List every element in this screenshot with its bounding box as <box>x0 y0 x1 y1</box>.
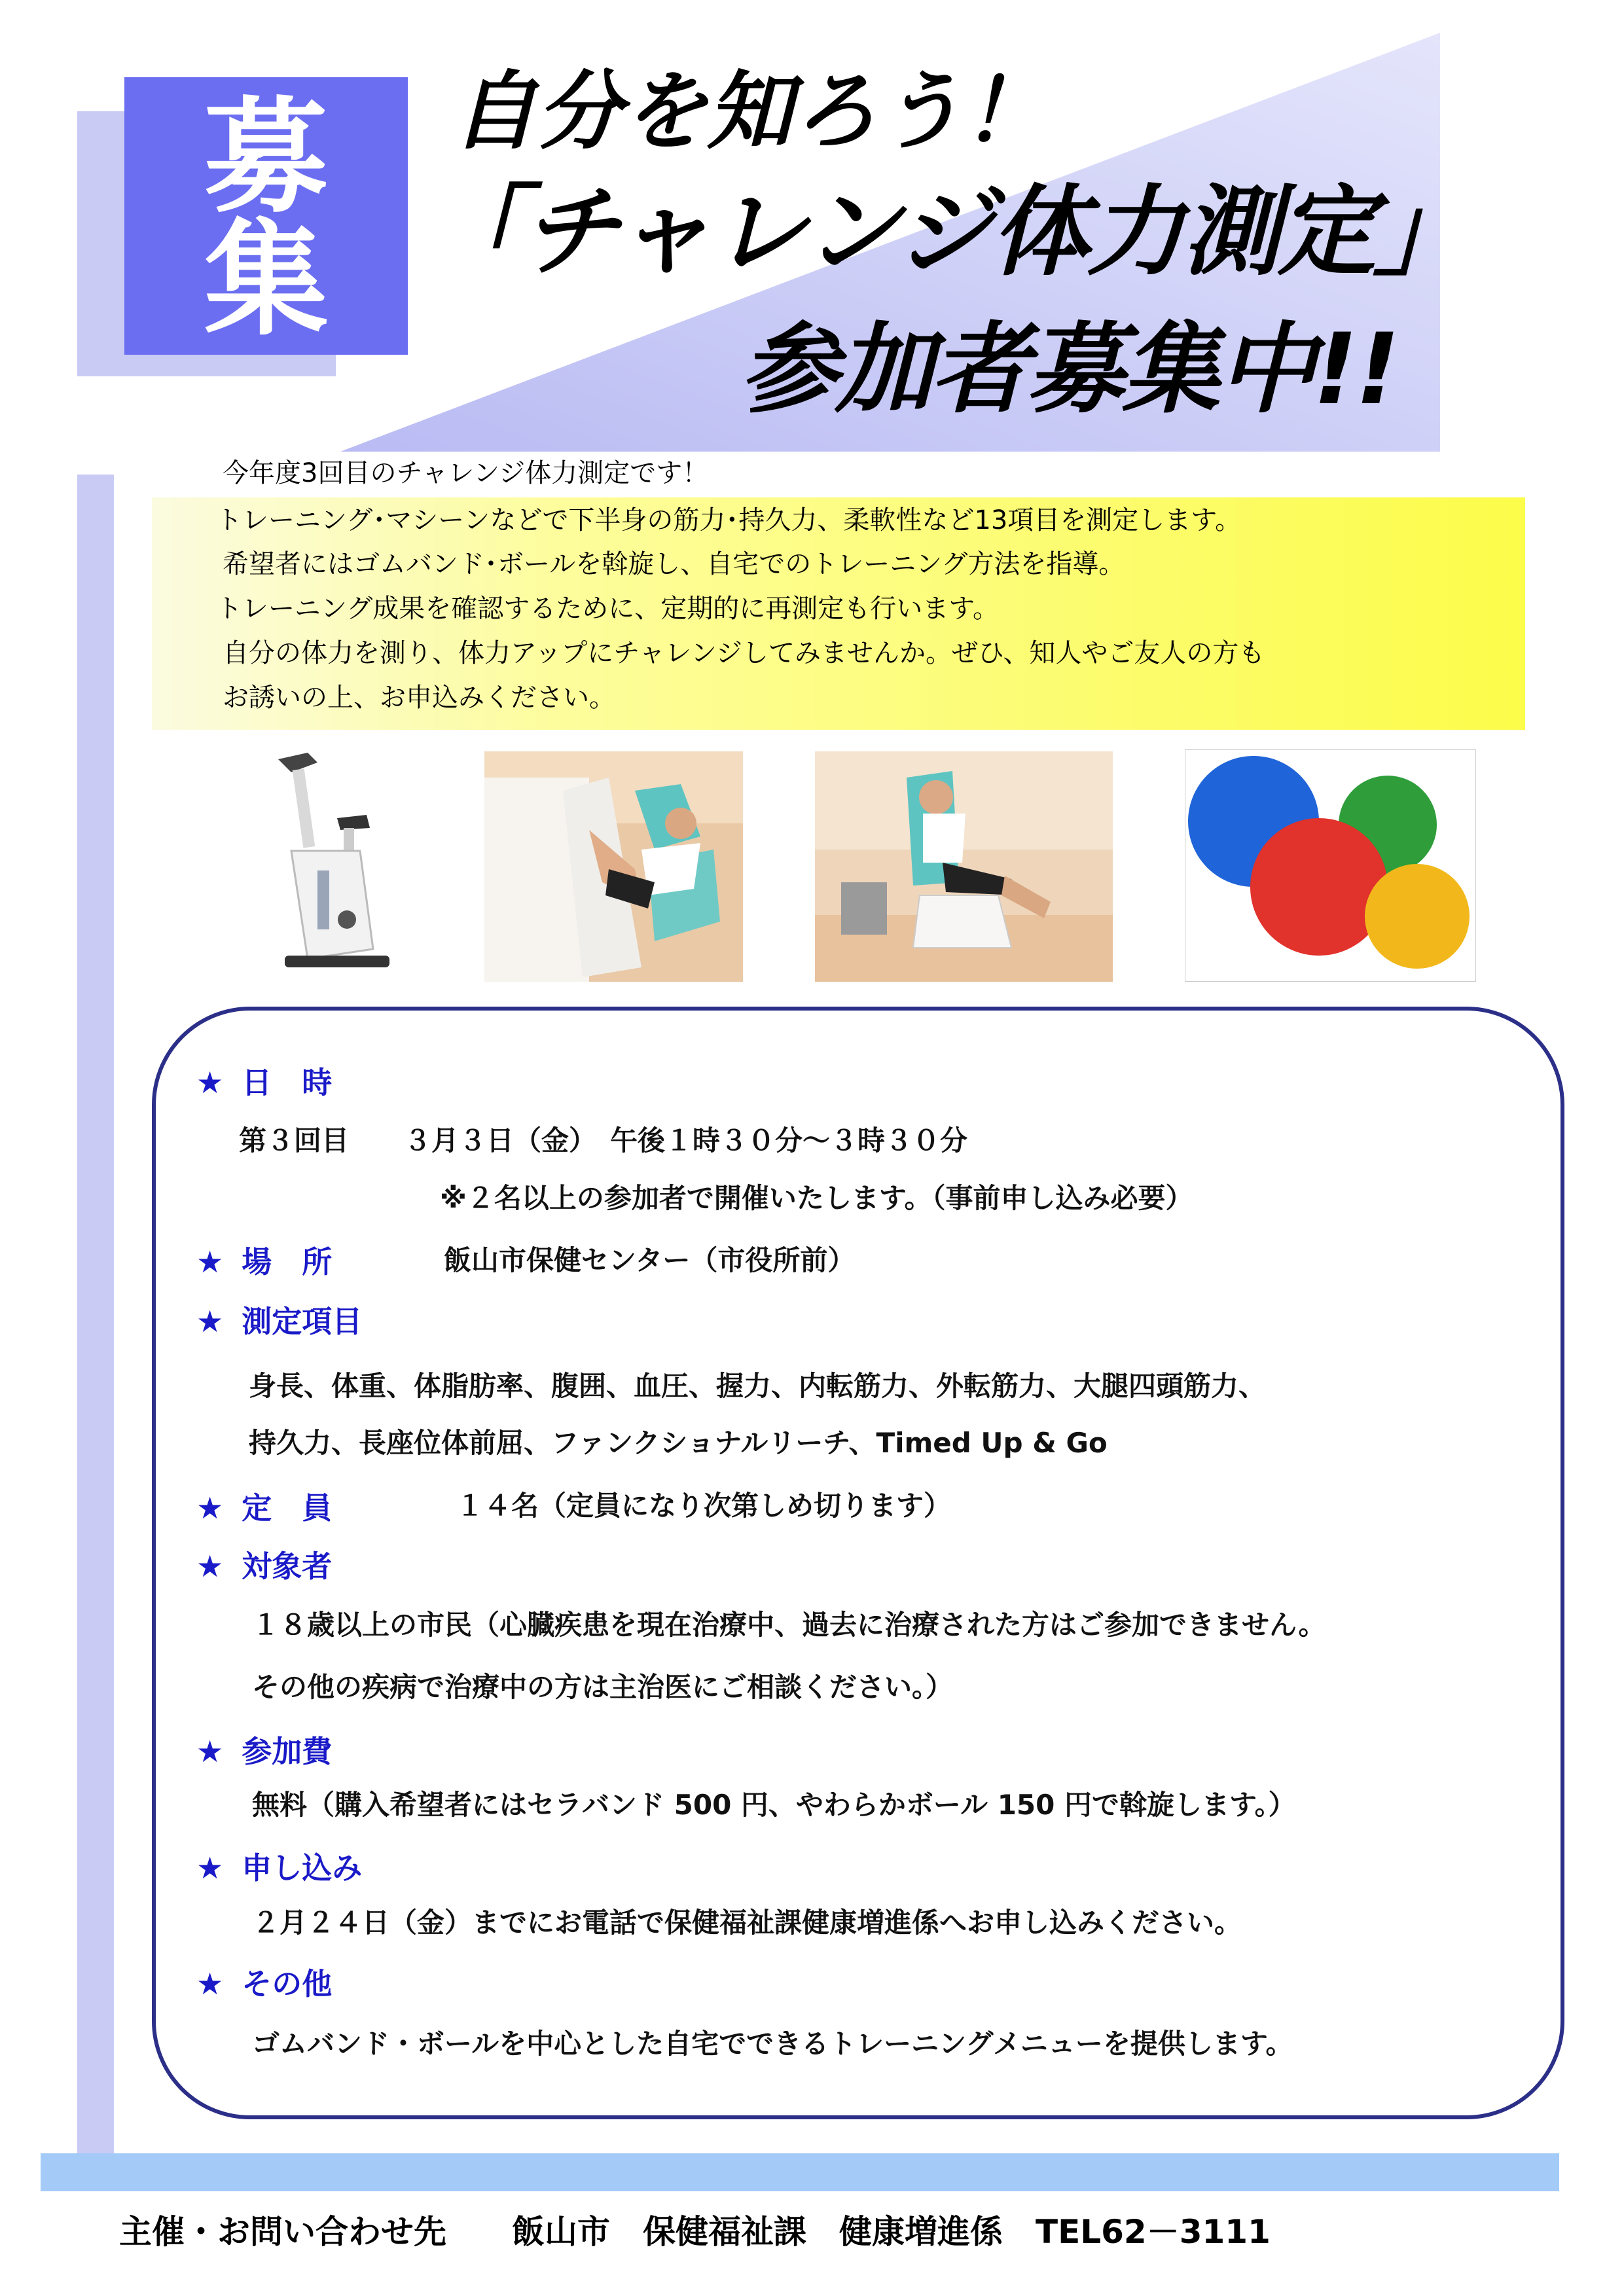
other-value: ゴムバンド・ボールを中心とした自宅でできるトレーニングメニューを提供します。 <box>252 2028 1293 2060</box>
items-heading <box>196 1298 362 1341</box>
capacity-label: 定 員 <box>242 1490 333 1526</box>
fee-heading <box>196 1728 332 1771</box>
items-line-2: 持久力、長座位体前屈、ファンクショナルリーチ、Timed Up & Go <box>249 1427 1108 1459</box>
badge-char-1: 募 <box>204 85 329 230</box>
exercise-bike-photo <box>245 746 396 988</box>
title-line-3: 参加者募集中!! <box>740 313 1398 427</box>
apply-label: 申し込み <box>242 1850 363 1886</box>
intro-line: トレーニング･マシーンなどで下半身の筋力･持久力、柔軟性など13項目を測定します。 <box>216 505 1242 535</box>
place-label: 場 所 <box>242 1244 333 1280</box>
event-details-box <box>152 1007 1564 2119</box>
star-icon: ★ <box>196 1850 224 1886</box>
target-label: 対象者 <box>242 1549 333 1584</box>
target-line-2: その他の疾病で治療中の方は主治医にご相談ください。） <box>252 1671 954 1703</box>
place-heading <box>196 1238 332 1282</box>
capacity-heading <box>196 1484 332 1528</box>
star-icon: ★ <box>196 1490 224 1526</box>
exercise-balls-photo <box>1185 749 1476 982</box>
leg-press-machine-photo <box>484 751 743 982</box>
star-icon: ★ <box>196 1304 224 1339</box>
title-line-1: 自分を知ろう！ <box>452 62 1048 161</box>
apply-value: ２月２４日（金）までにお電話で保健福祉課健康増進係へお申し込みください。 <box>252 1907 1242 1939</box>
target-heading <box>196 1543 332 1586</box>
items-line-1: 身長、体重、体脂肪率、腹囲、血圧、握力、内転筋力、外転筋力、大腿四頭筋力、 <box>249 1370 1267 1402</box>
star-icon: ★ <box>196 1734 224 1769</box>
capacity-value: １４名（定員になり次第しめ切ります） <box>456 1490 952 1522</box>
star-icon: ★ <box>196 1549 224 1584</box>
datetime-line-1: 第３回目 ３月３日（金） 午後１時３０分～３時３０分 <box>239 1124 968 1157</box>
title-line-2: 「チャレンジ体力測定」 <box>425 175 1470 289</box>
fee-label: 参加費 <box>242 1734 333 1769</box>
apply-heading <box>196 1844 362 1888</box>
target-line-1: １８歳以上の市民（心臓疾患を現在治療中、過去に治療された方はご参加できません。 <box>252 1609 1326 1641</box>
intro-line: 今年度3回目のチャレンジ体力測定です！ <box>223 458 709 488</box>
star-icon: ★ <box>196 1966 224 2001</box>
datetime-heading <box>196 1059 332 1102</box>
intro-line: 希望者にはゴムバンド･ボールを斡旋し、自宅でのトレーニング方法を指導。 <box>223 549 1125 579</box>
place-value: 飯山市保健センター（市役所前） <box>444 1244 856 1276</box>
intro-line: 自分の体力を測り、体力アップにチャレンジしてみませんか。ぜひ、知人やご友人の方も <box>223 638 1265 668</box>
badge-char-2: 集 <box>204 207 329 352</box>
recruit-badge <box>124 77 408 355</box>
other-heading <box>196 1960 332 2003</box>
other-label: その他 <box>242 1966 333 2001</box>
intro-line: トレーニング成果を確認するために、定期的に再測定も行います。 <box>216 594 999 624</box>
leg-extension-machine-photo <box>815 751 1113 982</box>
datetime-label: 日 時 <box>242 1065 333 1100</box>
left-vertical-bar <box>77 475 114 2168</box>
star-icon: ★ <box>196 1244 224 1280</box>
intro-line: お誘いの上、お申込みください。 <box>223 683 615 713</box>
datetime-line-2: ※２名以上の参加者で開催いたします。（事前申し込み必要） <box>440 1182 1193 1214</box>
fee-value: 無料（購入希望者にはセラバンド 500 円、やわらかボール 150 円で斡旋します。） <box>252 1789 1296 1821</box>
items-label: 測定項目 <box>242 1304 363 1339</box>
star-icon: ★ <box>196 1065 224 1100</box>
footer-contact: 主催・お問い合わせ先 飯山市 保健福祉課 健康増進係 TEL62－3111 <box>119 2213 1271 2251</box>
footer-bar <box>41 2153 1559 2191</box>
